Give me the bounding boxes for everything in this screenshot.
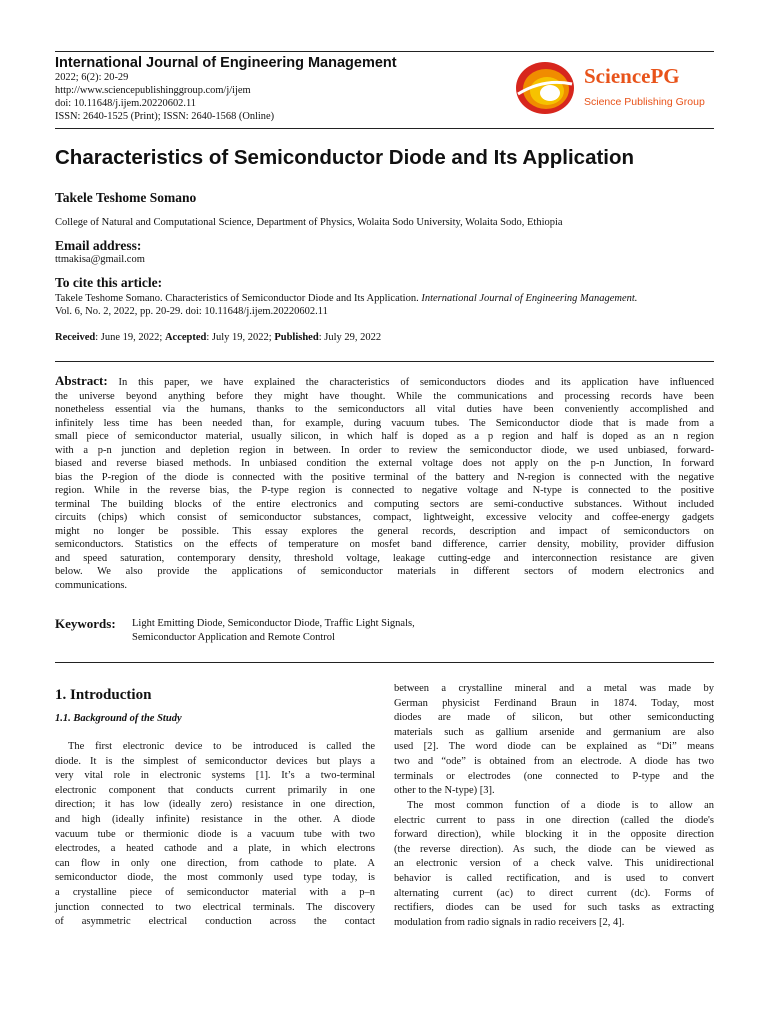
- accepted-date: : July 19, 2022;: [206, 332, 275, 343]
- author-name: Takele Teshome Somano: [55, 190, 197, 205]
- body-line: an electronic version of a check valve. This unidirectional: [394, 858, 714, 870]
- section-heading-introduction: 1. Introduction: [55, 687, 152, 703]
- article-title: Characteristics of Semiconductor Diode and Its Application: [55, 146, 635, 169]
- keywords-line-2: Semiconductor Application and Remote Control: [132, 632, 335, 643]
- body-line: rectifiers, diodes can be used for such tasks as extracting: [394, 902, 714, 914]
- abstract-line: might no longer be possible. This essay explores the general records, description and impact of semiconductors on: [55, 525, 714, 537]
- citation-line-2: Vol. 6, No. 2, 2022, pp. 20-29. doi: 10.11648/j.ijem.20220602.11: [55, 306, 328, 317]
- citation-line-1: [55, 293, 637, 304]
- received-date: : June 19, 2022;: [95, 332, 165, 343]
- body-line: between a crystalline mineral and a metal was made by: [394, 683, 714, 694]
- abstract-first-line: In this paper, we have explained the characteristics of semiconductors diodes and its application have influenced: [118, 377, 715, 388]
- body-line: materials such as gallium arsenide and germanium are also: [394, 726, 714, 738]
- intro-right-paragraph-1: [394, 682, 714, 799]
- abstract-line: below. We also provide the applications of semiconductor materials in different sectors of modern electronics and: [55, 566, 714, 577]
- body-line: and high (ideally infinite) resistance in the other. A diode: [55, 813, 375, 825]
- journal-url[interactable]: http://www.sciencepublishinggroup.com/j/ijem: [55, 85, 251, 96]
- sciencepg-logo-icon: [514, 60, 576, 116]
- body-line: two and “ode” is obtained from an electrode. A diode has two: [394, 755, 714, 767]
- intro-right-paragraph-2: [394, 799, 714, 930]
- body-line: electronic component that conducts current primarily in one: [55, 784, 375, 796]
- article-dates: [55, 332, 381, 343]
- body-line: forward direction), while blocking it in the opposite direction: [394, 829, 714, 841]
- intro-left-paragraph: [55, 740, 375, 930]
- header-bottom-rule: [55, 128, 714, 129]
- abstract-line: terminal The building blocks of the entire electronics and computing sectors are semi-conductive substances. Without included: [55, 498, 714, 510]
- citation-text: Takele Teshome Somano. Characteristics of Semiconductor Diode and Its Application.: [55, 293, 419, 304]
- abstract-line: small piece of semiconductor material, usually silicon, in which half is doped as a p region and half is doped as an n region: [55, 431, 714, 442]
- abstract-line: with a p-n junction and depletion region in between. In order to review the semiconductor diode, we used unbiased, forward-: [55, 444, 714, 456]
- email-heading: Email address:: [55, 238, 142, 253]
- sciencepg-logo: [514, 60, 714, 116]
- affiliation: College of Natural and Computational Science, Department of Physics, Wolaita Sodo University, Wolaita Sodo, Ethiopia: [55, 217, 563, 228]
- body-line: (the reverse direction). As such, the diode can be viewed as: [394, 843, 714, 855]
- journal-issue: 2022; 6(2): 20-29: [55, 72, 129, 83]
- abstract-line: bias the P-region of the diode is connected with the positive terminal of the battery and N-region is connected with the negative: [55, 471, 714, 483]
- abstract-line: the universe beyond anything before they might have thought. While the communications and processing records have been: [55, 390, 714, 402]
- logo-name: SciencePG: [584, 64, 680, 88]
- body-line: terminals or electrodes (one connected to P-type and the: [394, 770, 714, 782]
- body-line: can flow in only one direction, from cathode to plate. A: [55, 857, 375, 869]
- abstract-line: and speed saturation, contemporary density, threshold voltage, leakage cutting-edge and interconnection resistance are given: [55, 552, 714, 564]
- body-line: German physicist Ferdinand Braun in 1874. Today, most: [394, 697, 714, 709]
- journal-name: International Journal of Engineering Management: [55, 55, 397, 71]
- email-address[interactable]: ttmakisa@gmail.com: [55, 254, 145, 265]
- header-top-rule: [55, 51, 714, 52]
- abstract-line: semiconductors. Statistics on the effects of temperature on mosfet band difference, carrier density, mobility, provider diffusion: [55, 539, 714, 550]
- abstract-block: [55, 374, 714, 592]
- published-date: : July 29, 2022: [318, 332, 382, 343]
- cite-heading: To cite this article:: [55, 275, 163, 290]
- body-line: The most common function of a diode is to allow an: [407, 800, 714, 811]
- body-line: behavior is called rectification, and is used to convert: [394, 872, 714, 884]
- abstract-top-rule: [55, 361, 714, 362]
- body-line: diodes are made of silicon, but other semiconducting: [394, 712, 714, 724]
- body-line: other to the N-type) [3].: [394, 785, 495, 797]
- journal-issn: ISSN: 2640-1525 (Print); ISSN: 2640-1568 (Online): [55, 111, 275, 122]
- body-line: electrodes, a heated cathode and a plate, in which electrons: [55, 843, 375, 855]
- keywords-line-1: Light Emitting Diode, Semiconductor Diode, Traffic Light Signals,: [132, 618, 415, 629]
- body-line: very vital role in electronic systems [1]. It’s a two-terminal: [55, 770, 375, 782]
- article-doi[interactable]: doi: 10.11648/j.ijem.20220602.11: [55, 98, 196, 109]
- abstract-line: infinitely less time has been needed than, for example, during vacuum tubes. The Semiconductor diode that is made from a: [55, 417, 714, 429]
- keywords-label: Keywords:: [55, 616, 116, 631]
- abstract-line: nonetheless essential via the humans, thanks to the semiconductors all vital duties have been conveniently accomplished and: [55, 404, 714, 415]
- body-line: of asymmetric electrical conduction across the contact: [55, 916, 375, 928]
- body-line: The first electronic device to be introduced is called the: [68, 741, 375, 752]
- body-line: diode. It is the simplest of semiconductor devices but plays a: [55, 755, 375, 767]
- body-line: modulation from radio signals in radio receivers [2, 4].: [394, 916, 625, 928]
- body-line: electric current to pass in one direction (called the diode's: [394, 814, 714, 826]
- body-line: semiconductor diode, the most commonly used type today, is: [55, 872, 375, 884]
- abstract-line: [55, 374, 714, 390]
- received-label: Received: [55, 332, 96, 343]
- body-line: direction; it has low (ideally zero) resistance in one direction,: [55, 799, 375, 811]
- body-line: a crystalline piece of semiconductor material with a p–n: [55, 886, 375, 898]
- abstract-line: region. While in the reverse bias, the P-type region is connected to negative voltage and N-type is connected to the positive: [55, 485, 714, 496]
- body-top-rule: [55, 662, 714, 663]
- citation-journal: International Journal of Engineering Management.: [421, 293, 638, 304]
- body-line: junction connected to two electrical terminals. The discovery: [55, 901, 375, 913]
- body-line: used [2]. The word diode can be explained as “Di” means: [394, 741, 714, 753]
- body-line: alternating current (ac) to direct current (dc). Forms of: [394, 887, 714, 899]
- published-label: Published: [274, 332, 319, 343]
- abstract-line: communications.: [55, 579, 128, 591]
- body-line: vacuum tube or thermionic diode is a vacuum tube with two: [55, 828, 375, 840]
- abstract-line: biased and reverse biased methods. In unbiased condition the external voltage does not apply on the p-n Junction, In forward: [55, 458, 714, 469]
- accepted-label: Accepted: [164, 332, 207, 343]
- abstract-label: Abstract:: [55, 373, 108, 388]
- logo-tagline: Science Publishing Group: [584, 96, 705, 108]
- subsection-heading-background: 1.1. Background of the Study: [55, 713, 182, 724]
- abstract-line: circuits (chips) which consist of semiconductor substances, compact, lightweight, excessive velocity and coffee-energy gadgets: [55, 512, 714, 523]
